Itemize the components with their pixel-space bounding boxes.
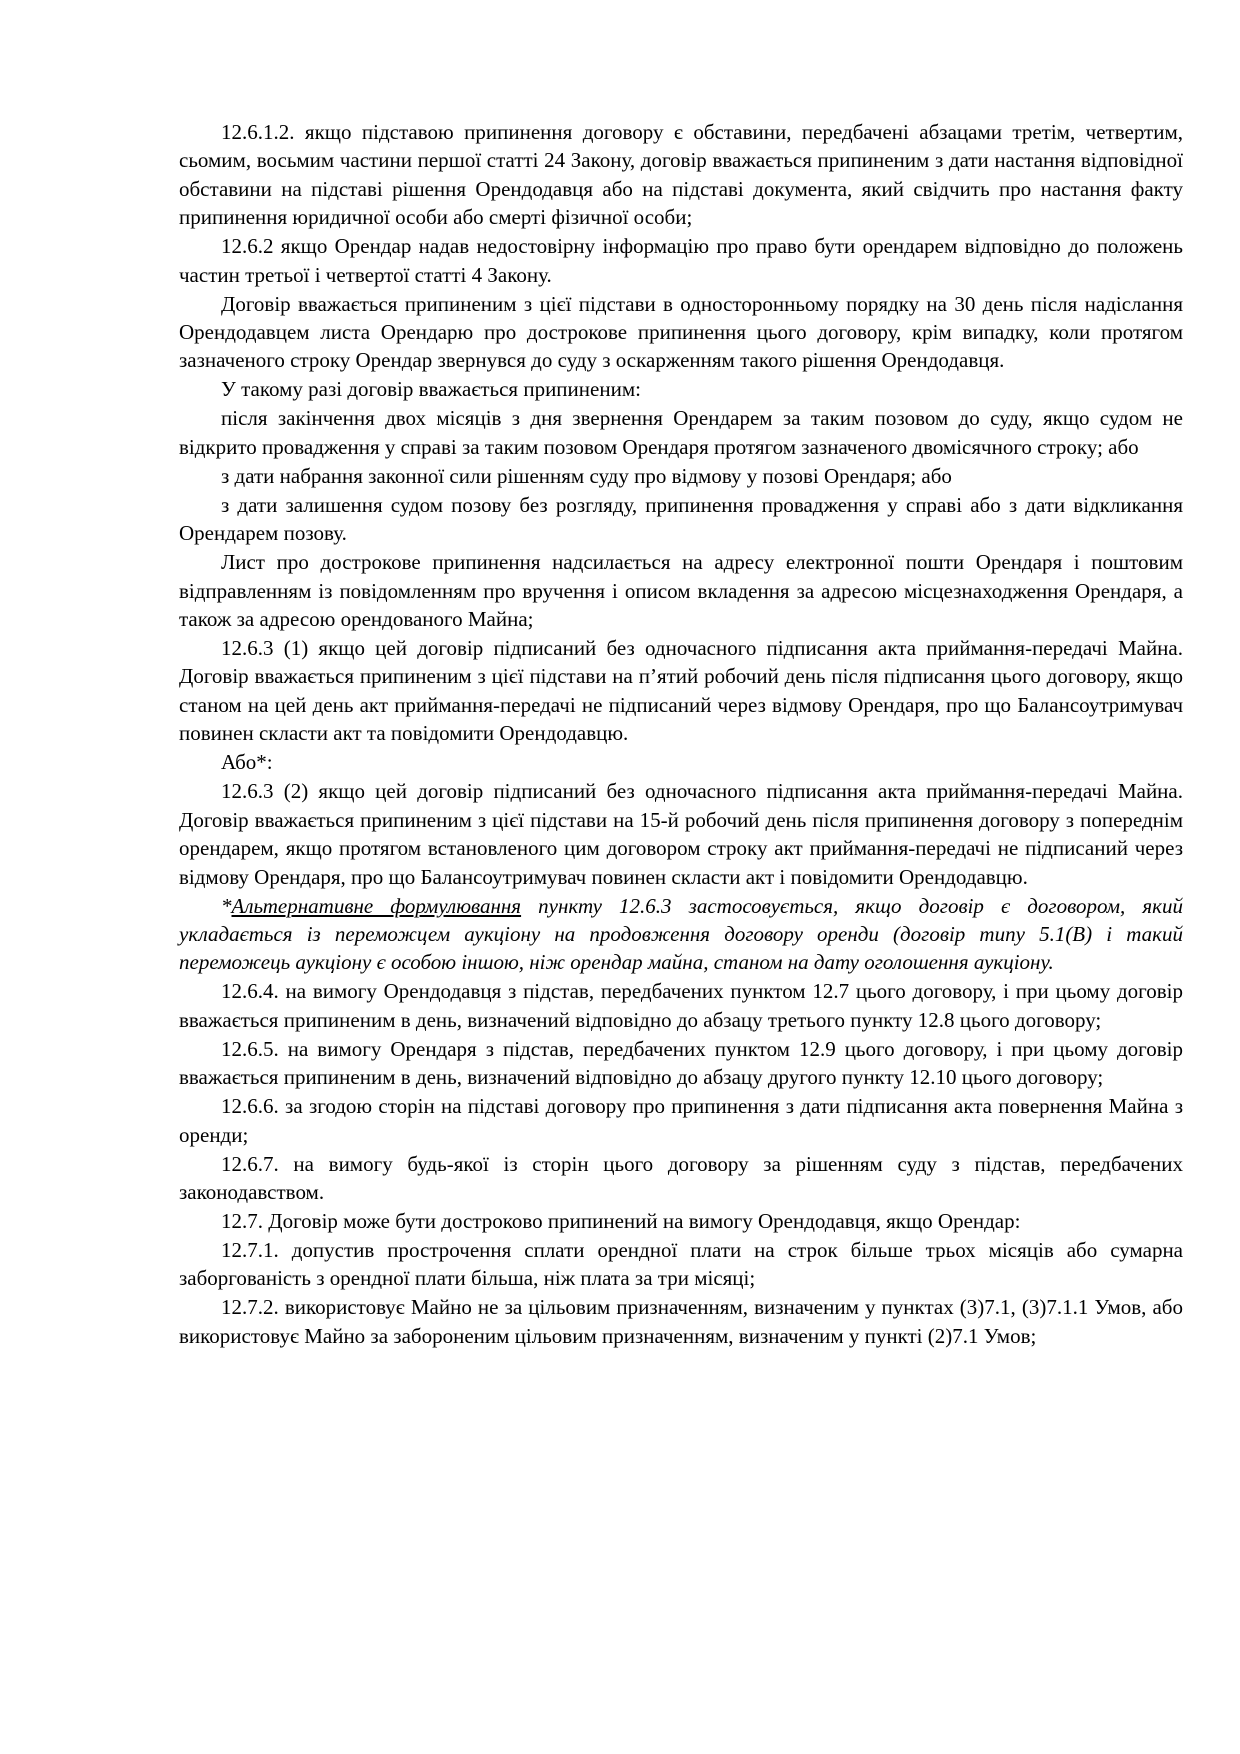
document-page	[179, 118, 1183, 1351]
paragraph: У такому разі договір вважається припиненим:	[221, 377, 641, 402]
paragraph-12-7-1: 12.7.1. допустив прострочення сплати орендної плати на строк більше трьох місяців або сумарна заборгованість з орендної плати більша, ніж плата за три місяці;	[179, 1237, 1183, 1291]
paragraph-12-6-1-2: 12.6.1.2. якщо підставою припинення договору є обставини, передбачені абзацами третім, четвертим, сьомим, восьмим частини першої статті 24 Закону, договір вважається припиненим з дати настання відповідної обставини на підставі рішення Орендодавця або на підставі документа, який свідчить про настання факту припинення юридичної особи або смерті фізичної особи;	[179, 120, 1183, 230]
paragraph-12-6-5: 12.6.5. на вимогу Орендаря з підстав, передбачених пунктом 12.9 цього договору, і при цьому договір вважається припиненим в день, визначений відповідно до абзацу другого пункту 12.10 цього договору;	[179, 1036, 1183, 1090]
paragraph-12-6-3-1: 12.6.3 (1) якщо цей договір підписаний без одночасного підписання акта приймання-передачі Майна. Договір вважається припиненим з цієї підстави на п’ятий робочий день після підписання цього договору, якщо станом на цей день акт приймання-передачі не підписаний через відмову Орендаря, про що Балансоутримувач повинен скласти акт та повідомити Орендодавцю.	[179, 636, 1183, 746]
paragraph: Лист про дострокове припинення надсилається на адресу електронної пошти Орендаря і поштовим відправленням із повідомленням про вручення і описом вкладення за адресою місцезнаходження Орендаря, а також за адресою орендованого Майна;	[179, 550, 1183, 632]
paragraph-12-6-3-2: 12.6.3 (2) якщо цей договір підписаний без одночасного підписання акта приймання-передачі Майна. Договір вважається припиненим з цієї підстави на 15-й робочий день після припинення договору з попереднім орендарем, якщо протягом встановленого цим договором строку акт приймання-передачі не підписаний через відмову Орендаря, про що Балансоутримувач повинен скласти акт і повідомити Орендодавцю.	[179, 779, 1183, 889]
paragraph: з дати залишення судом позову без розгляду, припинення провадження у справі або з дати відкликання Орендарем позову.	[179, 492, 1183, 546]
paragraph-12-7-2: 12.7.2. використовує Майно не за цільовим призначенням, визначеним у пунктах (3)7.1, (3)7.1.1 Умов, або використовує Майно за забороненим цільовим призначенням, визначеним у пункті (2)7.1 Умов;	[179, 1295, 1183, 1348]
paragraph: з дати набрання законної сили рішенням суду про відмову у позові Орендаря; або	[221, 463, 952, 488]
paragraph-12-6-4: 12.6.4. на вимогу Орендодавця з підстав, передбачених пунктом 12.7 цього договору, і при цьому договір вважається припиненим в день, визначений відповідно до абзацу третього пункту 12.8 цього договору;	[179, 979, 1183, 1032]
paragraph: Договір вважається припиненим з цієї підстави в односторонньому порядку на 30 день після надіслання Орендодавцем листа Орендарю про дострокове припинення цього договору, крім випадку, коли протягом зазначеного строку Орендар звернувся до суду з оскарженням такого рішення Орендодавця.	[179, 291, 1183, 373]
note-underlined: Альтернативне формулювання	[231, 893, 522, 918]
paragraph-12-7: 12.7. Договір може бути достроково припинений на вимогу Орендодавця, якщо Орендар:	[221, 1208, 1021, 1233]
alternative-note	[179, 892, 1183, 977]
paragraph-or: Або*:	[221, 750, 273, 775]
paragraph-12-6-6: 12.6.6. за згодою сторін на підставі договору про припинення з дати підписання акта повернення Майна з оренди;	[179, 1094, 1183, 1147]
note-text: пункту 12.6.3 застосовується, якщо договір є договором, який укладається із переможцем аукціону на продовження договору оренди (договір типу 5.1(В) і такий переможець аукціону є особою іншою, ніж орендар майна, станом на дату оголошення аукціону.	[179, 893, 1183, 975]
paragraph-12-6-7: 12.6.7. на вимогу будь-якої із сторін цього договору за рішенням суду з підстав, передбачених законодавством.	[179, 1151, 1183, 1204]
note-star: *	[221, 893, 232, 918]
paragraph-12-6-2: 12.6.2 якщо Орендар надав недостовірну інформацію про право бути орендарем відповідно до положень частин третьої і четвертої статті 4 Закону.	[179, 234, 1183, 287]
paragraph: після закінчення двох місяців з дня звернення Орендарем за таким позовом до суду, якщо судом не відкрито провадження у справі за таким позовом Орендаря протягом зазначеного двомісячного строку; або	[179, 406, 1183, 459]
